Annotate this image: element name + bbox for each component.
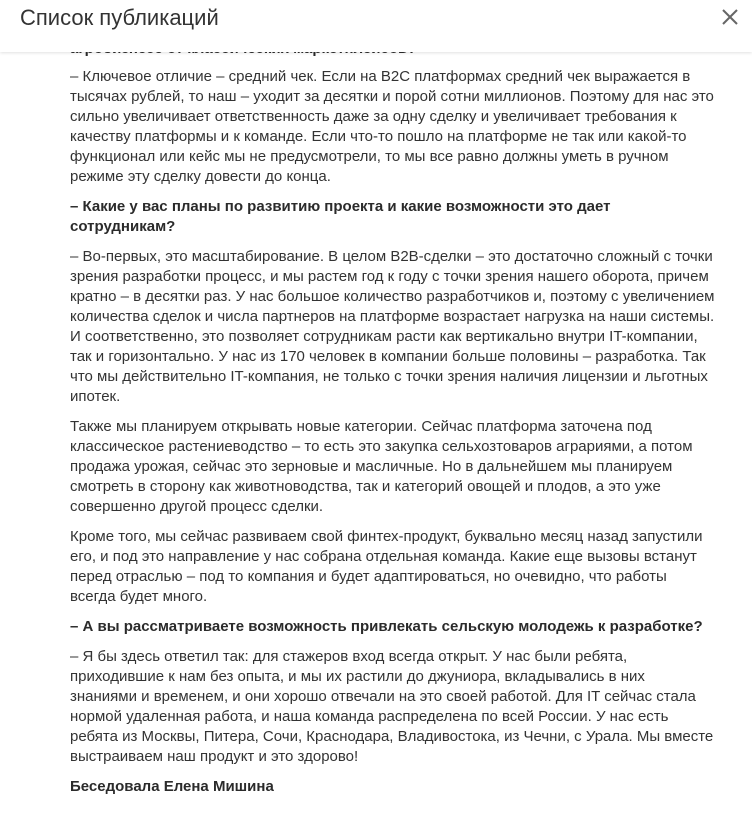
- article-content[interactable]: [70, 0, 715, 834]
- answer-paragraph: Кроме того, мы сейчас развиваем свой финтех-продукт, буквально месяц назад запустили его, и под это направление у нас собрана отдельная команда. Какие еще вызовы встанут перед отраслью – под то компания и будет адаптироваться, но очевидно, что работы всегда будет много.: [70, 528, 703, 605]
- answer-paragraph: – Во-первых, это масштабирование. В целом B2B-сделки – это достаточно сложный с точки зрения разработки процесс, и мы растем год к году с точки зрения нашего оборота, причем кратно – в десятки раз. У нас большое количество разработчиков и, поэтому с увеличением количества сделок и числа партнеров на платформе возрастает нагрузка на наши системы. И соответственно, это позволяет сотрудникам расти как вертикально внутри IT-компании, так и горизонтально. У нас из 170 человек в компании больше половины – разработка. Так что мы действительно IT-компания, не только с точки зрения наличия лицензии и льготных ипотек.: [70, 248, 715, 405]
- close-icon: [718, 5, 742, 29]
- question-heading: – Какие у вас планы по развитию проекта и какие возможности это дает сотрудникам?: [70, 198, 611, 235]
- question-heading: – А вы рассматриваете возможность привлекать сельскую молодежь к разработке?: [70, 618, 703, 635]
- answer-paragraph: – Я бы здесь ответил так: для стажеров вход всегда открыт. У нас были ребята, приходившие к нам без опыта, и мы их растили до джуниора, вкладывались в них знаниями и временем, и они хорошо отвечали на это своей работой. Для IT сейчас стала нормой удаленная работа, и наша команда распределена по всей России. У нас есть ребята из Москвы, Питера, Сочи, Краснодара, Владивостока, из Чечни, с Урала. Мы вместе выстраиваем наш продукт и это здорово!: [70, 648, 714, 765]
- dialog-header: [0, 0, 752, 52]
- answer-paragraph: – Ключевое отличие – средний чек. Если на B2C платформах средний чек выражается в тысячах рублей, то наш – уходит за десятки и порой сотни миллионов. Поэтому для нас это сильно увеличивает ответственность даже за одну сделку и увеличивает требования к качеству платформы и к команде. Если что-то пошло на платформе не так или какой-то функционал или кейс мы не предусмотрели, то мы все равно должны уметь в ручном режиме эту сделку довести до конца.: [70, 68, 714, 185]
- answer-paragraph: Также мы планируем открывать новые категории. Сейчас платформа заточена под классическое растениеводство – то есть это закупка сельхозтоваров аграриями, а потом продажа урожая, сейчас это зерновые и масличные. Но в дальнейшем мы планируем смотреть в сторону как животноводства, так и категорий овощей и плодов, а это уже совершенно другой процесс сделки.: [70, 418, 693, 515]
- page-title: Список публикаций: [20, 5, 219, 30]
- article-author: Беседовала Елена Мишина: [70, 778, 274, 795]
- close-button[interactable]: [718, 5, 742, 29]
